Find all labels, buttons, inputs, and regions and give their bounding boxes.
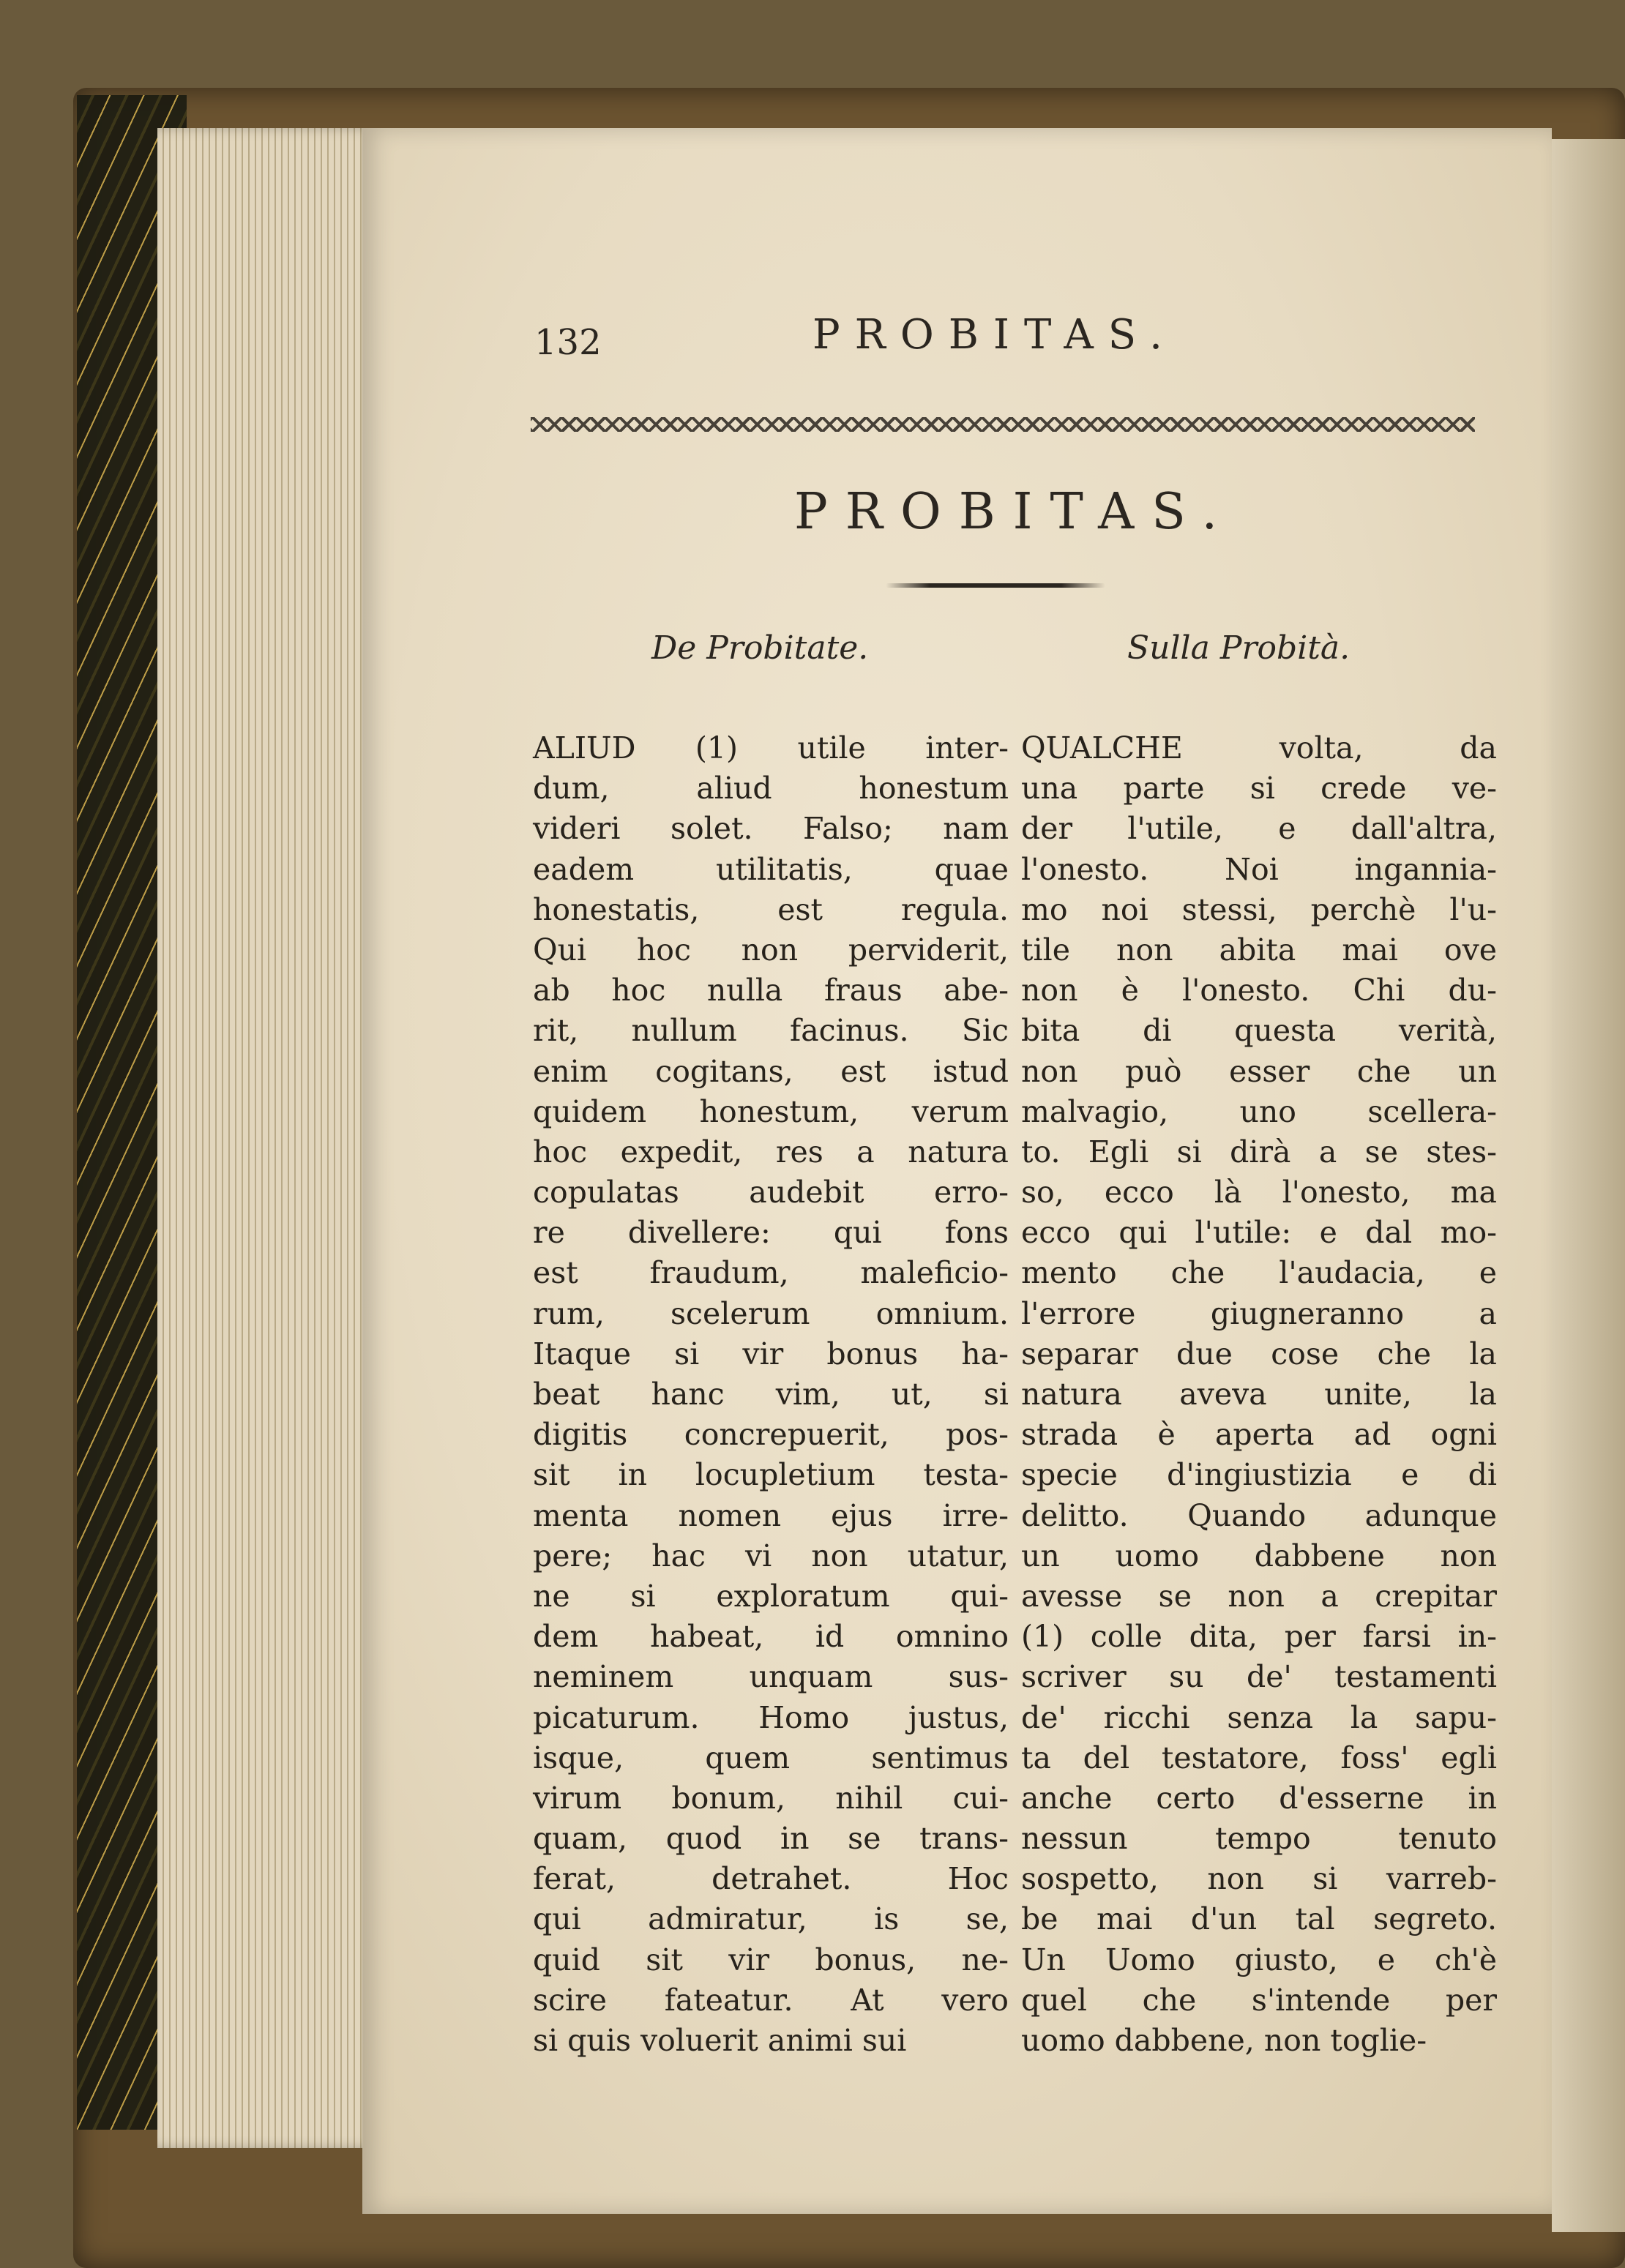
text-line: beat hanc vim, ut, si (533, 1377, 1009, 1412)
text-line: pere; hac vi non utatur, (533, 1538, 1009, 1573)
text-line: tile non abita mai ove (1021, 932, 1497, 968)
text-line: virum bonum, nihil cui- (533, 1780, 1009, 1816)
text-line: sit in locupletium testa- (533, 1457, 1009, 1493)
running-head (534, 307, 1523, 373)
text-line: quidem honestum, verum (533, 1093, 1009, 1129)
text-line: separar due cose che la (1021, 1336, 1497, 1371)
facing-page-edge (1552, 139, 1625, 2232)
text-line: dem habeat, id omnino (533, 1619, 1009, 1655)
text-line: menta nomen ejus irre- (533, 1497, 1009, 1533)
text-line: ab hoc nulla fraus abe- (533, 973, 1009, 1008)
text-line: est fraudum, maleficio- (533, 1255, 1009, 1291)
italian-text-column (1021, 728, 1497, 2061)
text-line: de' ricchi senza la sapu- (1021, 1699, 1497, 1735)
latin-heading: De Probitate. (651, 629, 869, 667)
text-line: hoc expedit, res a natura (533, 1134, 1009, 1169)
text-line: ferat, detrahet. Hoc (533, 1861, 1009, 1897)
text-line: non può esser che un (1021, 1053, 1497, 1089)
text-line: to. Egli si dirà a se stes- (1021, 1134, 1497, 1169)
text-line: strada è aperta ad ogni (1021, 1417, 1497, 1453)
text-line: Un Uomo giusto, e ch'è (1021, 1942, 1497, 1977)
text-line: der l'utile, e dall'altra, (1021, 811, 1497, 847)
text-line: anche certo d'esserne in (1021, 1780, 1497, 1816)
text-line: mo noi stessi, perchè l'u- (1021, 891, 1497, 927)
text-line: una parte si crede ve- (1021, 771, 1497, 806)
page-number: 132 (534, 322, 602, 363)
text-line: mento che l'audacia, e (1021, 1255, 1497, 1291)
text-line: videri solet. Falso; nam (533, 811, 1009, 847)
ornamental-rule (531, 417, 1475, 432)
text-line: (1) colle dita, per farsi in- (1021, 1619, 1497, 1655)
text-line: rit, nullum facinus. Sic (533, 1013, 1009, 1049)
text-line: quam, quod in se trans- (533, 1821, 1009, 1857)
page-edges (157, 128, 377, 2148)
text-line: l'errore giugneranno a (1021, 1295, 1497, 1331)
text-line: eadem utilitatis, quae (533, 851, 1009, 887)
text-line: picaturum. Homo justus, (533, 1699, 1009, 1735)
text-line: QUALCHE volta, da (1021, 730, 1497, 766)
text-line: scire fateatur. At vero (533, 1982, 1009, 2018)
text-line: rum, scelerum omnium. (533, 1295, 1009, 1331)
text-line: honestatis, est regula. (533, 891, 1009, 927)
text-line: ne si exploratum qui- (533, 1578, 1009, 1614)
text-line: quel che s'intende per (1021, 1982, 1497, 2018)
text-line: Itaque si vir bonus ha- (533, 1336, 1009, 1371)
text-line: malvagio, uno scellera- (1021, 1093, 1497, 1129)
text-line: digitis concrepuerit, pos- (533, 1417, 1009, 1453)
text-line: specie d'ingiustizia e di (1021, 1457, 1497, 1493)
text-line: enim cogitans, est istud (533, 1053, 1009, 1089)
text-line: non è l'onesto. Chi du- (1021, 973, 1497, 1008)
text-line: ecco qui l'utile: e dal mo- (1021, 1215, 1497, 1251)
text-line: si quis voluerit animi sui (533, 2023, 907, 2058)
text-line: isque, quem sentimus (533, 1740, 1009, 1775)
text-line: qui admiratur, is se, (533, 1901, 1009, 1937)
text-line: dum, aliud honestum (533, 771, 1009, 806)
running-title: PROBITAS. (812, 311, 1177, 359)
text-line: delitto. Quando adunque (1021, 1497, 1497, 1533)
text-line: ta del testatore, foss' egli (1021, 1740, 1497, 1775)
text-line: Qui hoc non perviderit, (533, 932, 1009, 968)
chapter-title: PROBITAS. (794, 483, 1236, 541)
text-line: so, ecco là l'onesto, ma (1021, 1175, 1497, 1210)
text-line: scriver su de' testamenti (1021, 1659, 1497, 1695)
text-line: quid sit vir bonus, ne- (533, 1942, 1009, 1977)
text-line: nessun tempo tenuto (1021, 1821, 1497, 1857)
text-line: l'onesto. Noi ingannia- (1021, 851, 1497, 887)
text-line: un uomo dabbene non (1021, 1538, 1497, 1573)
text-line: sospetto, non si varreb- (1021, 1861, 1497, 1897)
text-line: be mai d'un tal segreto. (1021, 1901, 1497, 1937)
text-line: avesse se non a crepitar (1021, 1578, 1497, 1614)
title-rule (886, 583, 1105, 588)
text-line: bita di questa verità, (1021, 1013, 1497, 1049)
italian-heading: Sulla Probità. (1127, 629, 1351, 667)
latin-text-column (533, 728, 1009, 2061)
text-line: neminem unquam sus- (533, 1659, 1009, 1695)
text-line: natura aveva unite, la (1021, 1377, 1497, 1412)
text-line: ALIUD (1) utile inter- (533, 730, 1009, 766)
text-line: uomo dabbene, non toglie- (1021, 2023, 1427, 2058)
text-line: re divellere: qui fons (533, 1215, 1009, 1251)
text-line: copulatas audebit erro- (533, 1175, 1009, 1210)
